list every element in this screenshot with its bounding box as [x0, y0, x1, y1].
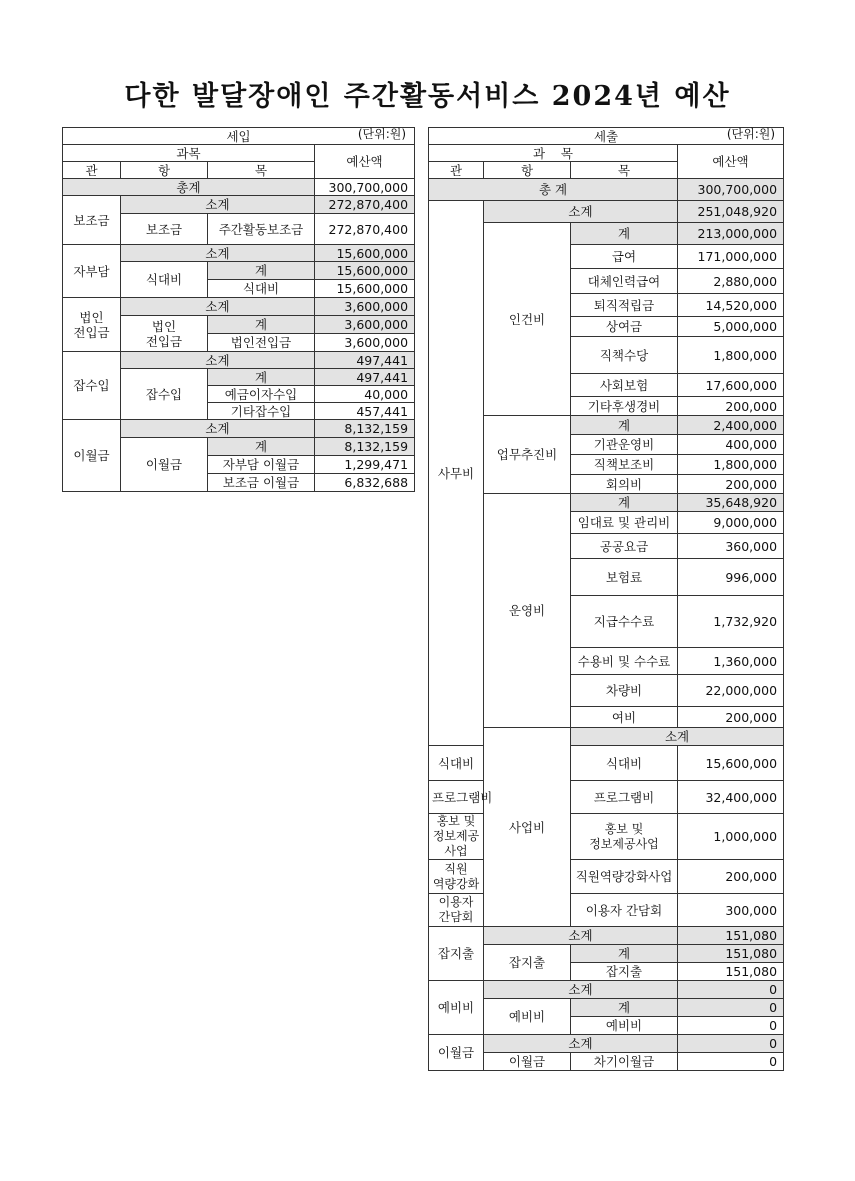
hang-cell: 이월금	[121, 438, 208, 492]
hang-cell: 잡지출	[484, 945, 571, 981]
hang-cell: 업무추진비	[484, 416, 571, 494]
mok-cell: 식대비	[571, 746, 678, 781]
amount-cell: 2,880,000	[678, 269, 784, 294]
amount-cell: 15,600,000	[315, 280, 415, 298]
subtotal-amount: 8,132,159	[315, 420, 415, 438]
mok-cell: 상여금	[571, 317, 678, 337]
income-heading: 세입	[226, 128, 251, 144]
mok-cell: 차기이월금	[571, 1053, 678, 1071]
subtotal-label: 소계	[484, 1035, 678, 1053]
amount-cell: 5,000,000	[678, 317, 784, 337]
expense-heading: 세출	[593, 128, 619, 144]
amount-cell: 0	[678, 1053, 784, 1071]
ge-amount: 2,400,000	[678, 416, 784, 435]
mok-cell: 직책수당	[571, 337, 678, 374]
expense-total-row	[429, 179, 784, 201]
table-row	[429, 860, 784, 894]
gwan-cell: 이월금	[429, 1035, 484, 1071]
gwan-cell: 잡지출	[429, 927, 484, 981]
expense-total-amount: 300,700,000	[678, 179, 784, 201]
mok-cell: 임대료 및 관리비	[571, 512, 678, 534]
table-row	[63, 420, 415, 438]
expense-title-row	[429, 128, 784, 145]
amount-cell: 996,000	[678, 559, 784, 596]
mok-cell: 기타잡수입	[208, 403, 315, 420]
ge-amount: 151,080	[678, 945, 784, 963]
mok-cell: 기타후생경비	[571, 397, 678, 416]
ge-label: 계	[208, 262, 315, 280]
expense-amount-header: 예산액	[678, 145, 784, 179]
amount-cell: 171,000,000	[678, 245, 784, 269]
mok-cell: 주간활동보조금	[208, 214, 315, 245]
amount-cell: 6,832,688	[315, 474, 415, 492]
table-row	[63, 196, 415, 214]
amount-cell: 0	[678, 1017, 784, 1035]
mok-cell: 퇴직적립금	[571, 294, 678, 317]
income-total-label: 총계	[63, 179, 315, 196]
hang-cell: 법인 전입금	[121, 316, 208, 352]
hang-cell: 식대비	[429, 746, 484, 781]
mok-cell: 보조금 이월금	[208, 474, 315, 492]
mok-cell: 차량비	[571, 675, 678, 707]
ge-label: 계	[208, 316, 315, 334]
income-table	[62, 127, 415, 492]
amount-cell: 1,299,471	[315, 456, 415, 474]
amount-cell: 22,000,000	[678, 675, 784, 707]
amount-cell: 400,000	[678, 435, 784, 455]
table-row	[429, 927, 784, 945]
income-gwan-header: 관	[63, 162, 121, 179]
income-total-row	[63, 179, 415, 196]
gwan-cell: 사무비	[429, 201, 484, 746]
subtotal-amount: 15,600,000	[315, 245, 415, 262]
mok-cell: 홍보 및 정보제공사업	[571, 814, 678, 860]
table-row	[429, 1035, 784, 1053]
income-mok-header: 목	[208, 162, 315, 179]
amount-cell: 15,600,000	[678, 746, 784, 781]
hang-cell: 이용자 간담회	[429, 894, 484, 927]
mok-cell: 자부담 이월금	[208, 456, 315, 474]
hang-cell: 홍보 및 정보제공사업	[429, 814, 484, 860]
mok-cell: 지급수수료	[571, 596, 678, 648]
mok-cell: 사회보험	[571, 374, 678, 397]
gwan-cell: 이월금	[63, 420, 121, 492]
ge-label: 계	[571, 223, 678, 245]
subtotal-label: 소계	[121, 245, 315, 262]
gwan-cell: 자부담	[63, 245, 121, 298]
hang-cell: 보조금	[121, 214, 208, 245]
income-header-row	[63, 145, 415, 162]
hang-cell: 예비비	[484, 999, 571, 1035]
amount-cell: 1,000,000	[678, 814, 784, 860]
income-title-row	[63, 128, 415, 145]
table-row	[429, 201, 784, 223]
mok-cell: 대체인력급여	[571, 269, 678, 294]
hang-cell: 잡수입	[121, 369, 208, 420]
gwan-cell: 잡수입	[63, 352, 121, 420]
amount-cell: 200,000	[678, 475, 784, 494]
amount-cell: 32,400,000	[678, 781, 784, 814]
ge-amount: 8,132,159	[315, 438, 415, 456]
income-amount-header: 예산액	[315, 145, 415, 179]
expense-gwamok-header: 과 목	[429, 145, 678, 162]
hang-cell: 인건비	[484, 223, 571, 416]
mok-cell: 법인전입금	[208, 334, 315, 352]
subtotal-label: 소계	[121, 352, 315, 369]
subtotal-label: 소계	[121, 420, 315, 438]
table-row	[429, 781, 784, 814]
amount-cell: 300,000	[678, 894, 784, 927]
amount-cell: 14,520,000	[678, 294, 784, 317]
gwan-cell: 법인 전입금	[63, 298, 121, 352]
amount-cell: 1,800,000	[678, 337, 784, 374]
income-title-cell	[63, 128, 415, 145]
hang-cell: 운영비	[484, 494, 571, 728]
gwan-cell: 사업비	[484, 728, 571, 927]
ge-label: 계	[571, 494, 678, 512]
hang-cell: 식대비	[121, 262, 208, 298]
subtotal-label: 소계	[571, 728, 784, 746]
ge-label: 계	[571, 999, 678, 1017]
ge-amount: 213,000,000	[678, 223, 784, 245]
mok-cell: 직원역량강화사업	[571, 860, 678, 894]
mok-cell: 공공요금	[571, 534, 678, 559]
ge-label: 계	[208, 369, 315, 386]
subtotal-amount: 0	[678, 1035, 784, 1053]
table-row	[429, 814, 784, 860]
table-row	[429, 746, 784, 781]
amount-cell: 200,000	[678, 397, 784, 416]
ge-amount: 0	[678, 999, 784, 1017]
mok-cell: 회의비	[571, 475, 678, 494]
expense-hang-header: 항	[484, 162, 571, 179]
subtotal-label: 소계	[484, 927, 678, 945]
amount-cell: 1,800,000	[678, 455, 784, 475]
subtotal-label: 소계	[484, 981, 678, 999]
expense-gwan-header: 관	[429, 162, 484, 179]
ge-amount: 35,648,920	[678, 494, 784, 512]
amount-cell: 200,000	[678, 860, 784, 894]
amount-cell: 3,600,000	[315, 334, 415, 352]
hang-cell: 직원 역량강화	[429, 860, 484, 894]
table-row	[63, 298, 415, 316]
ge-label: 계	[208, 438, 315, 456]
expense-header-row	[429, 145, 784, 162]
ge-amount: 15,600,000	[315, 262, 415, 280]
income-total-amount: 300,700,000	[315, 179, 415, 196]
ge-label: 계	[571, 945, 678, 963]
subtotal-amount: 0	[678, 981, 784, 999]
amount-cell: 1,360,000	[678, 648, 784, 675]
table-row	[429, 894, 784, 927]
amount-cell: 151,080	[678, 963, 784, 981]
ge-amount: 3,600,000	[315, 316, 415, 334]
income-unit: (단위:원)	[357, 127, 407, 141]
amount-cell: 40,000	[315, 386, 415, 403]
ge-label: 계	[571, 416, 678, 435]
income-hang-header: 항	[121, 162, 208, 179]
amount-cell: 200,000	[678, 707, 784, 728]
mok-cell: 프로그램비	[571, 781, 678, 814]
amount-cell: 457,441	[315, 403, 415, 420]
subtotal-amount: 251,048,920	[678, 201, 784, 223]
income-gwamok-header: 과목	[63, 145, 315, 162]
hang-cell: 프로그램비	[429, 781, 484, 814]
page-title: 다한 발달장애인 주간활동서비스 2024년 예산	[124, 81, 731, 112]
table-row	[63, 245, 415, 262]
expense-unit: (단위:원)	[726, 127, 776, 141]
mok-cell: 보험료	[571, 559, 678, 596]
subtotal-label: 소계	[121, 298, 315, 316]
subtotal-amount: 3,600,000	[315, 298, 415, 316]
amount-cell: 272,870,400	[315, 214, 415, 245]
ge-amount: 497,441	[315, 369, 415, 386]
mok-cell: 여비	[571, 707, 678, 728]
mok-cell: 기관운영비	[571, 435, 678, 455]
mok-cell: 급여	[571, 245, 678, 269]
expense-table	[428, 127, 784, 1071]
expense-mok-header: 목	[571, 162, 678, 179]
table-row	[63, 352, 415, 369]
expense-total-label: 총 계	[429, 179, 678, 201]
gwan-cell: 예비비	[429, 981, 484, 1035]
subtotal-label: 소계	[484, 201, 678, 223]
mok-cell: 수용비 및 수수료	[571, 648, 678, 675]
amount-cell: 1,732,920	[678, 596, 784, 648]
table-row	[429, 981, 784, 999]
amount-cell: 17,600,000	[678, 374, 784, 397]
mok-cell: 직책보조비	[571, 455, 678, 475]
expense-title-cell	[429, 128, 784, 145]
amount-cell: 9,000,000	[678, 512, 784, 534]
mok-cell: 이용자 간담회	[571, 894, 678, 927]
hang-cell: 이월금	[484, 1053, 571, 1071]
subtotal-amount: 151,080	[678, 927, 784, 945]
subtotal-label: 소계	[121, 196, 315, 214]
subtotal-amount: 497,441	[315, 352, 415, 369]
subtotal-amount: 272,870,400	[315, 196, 415, 214]
amount-cell: 360,000	[678, 534, 784, 559]
mok-cell: 식대비	[208, 280, 315, 298]
mok-cell: 예비비	[571, 1017, 678, 1035]
mok-cell: 예금이자수입	[208, 386, 315, 403]
gwan-cell: 보조금	[63, 196, 121, 245]
mok-cell: 잡지출	[571, 963, 678, 981]
